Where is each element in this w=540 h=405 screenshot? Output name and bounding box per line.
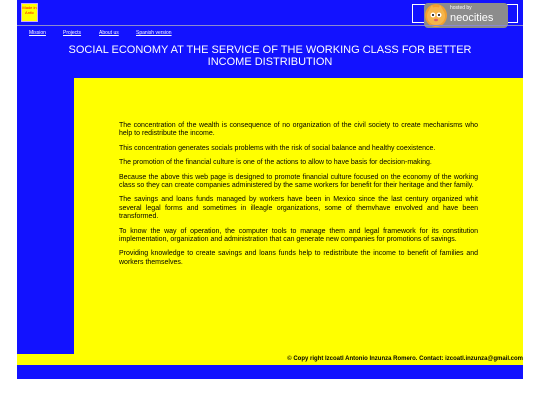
paragraph: The savings and loans funds managed by workers have been in Mexico since the last century organized whit several legal forms and sometimes in illeagle organizations, some of themvhave envolved and have been transformed.	[119, 196, 478, 221]
nav-link-spanish-version[interactable]: Spanish version	[136, 30, 172, 36]
main-content	[74, 78, 523, 354]
article-text	[119, 122, 478, 273]
hosted-by-label: hosted by	[450, 5, 472, 11]
nav-divider	[17, 25, 523, 26]
paragraph: To know the way of operation, the computer tools to manage them and legal framework for its constitution implementation, organization and administration that can generate new companies for promotions of savings.	[119, 227, 478, 244]
nav-link-projects[interactable]: Projects	[63, 30, 82, 36]
nav-link-about-us[interactable]: About us	[99, 30, 119, 36]
nav-link-mission[interactable]: Mission	[29, 30, 46, 36]
paragraph: This concentration generates socials problems with the risk of social balance and healthy coexistence.	[119, 144, 436, 152]
copyright-text: © Copy right Izcoatl Antonio Inzunza Romero. Contact: izcoatl.inzunza@gmail.com	[287, 356, 523, 362]
left-sidebar	[17, 78, 74, 354]
page-title: SOCIAL ECONOMY AT THE SERVICE OF THE WORKING CLASS FOR BETTER INCOME DISTRIBUTION	[68, 44, 472, 68]
header	[17, 0, 523, 78]
paragraph: The concentration of the wealth is consequence of no organization of the civil society to create mechanisms who help to redistribute the income.	[119, 122, 478, 138]
paragraph: Because the above this web page is designed to promote financial culture focused on the economy of the working class so they can create companies administered by the same workers for benefit for their heritage and ther family.	[119, 173, 478, 190]
footer	[17, 354, 523, 365]
bottom-bar	[17, 367, 523, 379]
paragraph: Providing knowledge to create savings and loans funds help to redistribute the income to benefit of families and workers themselves.	[119, 250, 478, 266]
made-in-badge-icon: Made in Antic	[21, 3, 38, 22]
neocities-label: neocities	[450, 12, 494, 24]
nav-bar	[17, 30, 523, 38]
neocities-cat-icon	[425, 4, 447, 27]
paragraph: The promotion of the financial culture is one of the actions to allow to have basis for decision-making.	[119, 159, 432, 167]
page	[17, 0, 523, 380]
